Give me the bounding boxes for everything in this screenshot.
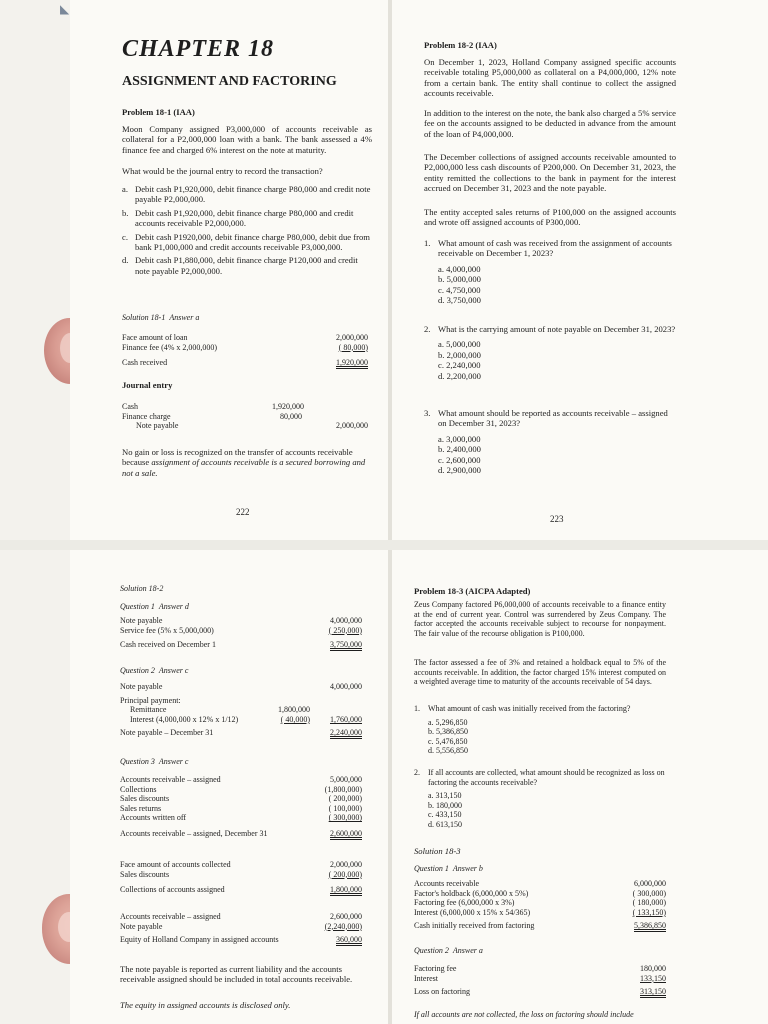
problem-paragraph: The December collections of assigned accounts receivable amounted to P2,000,000 less cash discounts of P200,000. On December 31, 2023, the entity remitted the collections to the bank in payment for the interest accrued on December 31, 2023 and the note payable.	[424, 152, 676, 194]
table-row: Cash received 1,920,000	[122, 358, 368, 368]
list-item: d. 2,200,000	[438, 370, 481, 381]
chapter-title: CHAPTER 18	[122, 36, 275, 62]
equity-table	[120, 912, 362, 945]
section-title: ASSIGNMENT AND FACTORING	[122, 74, 337, 89]
list-item: b. 5,386,850	[428, 727, 468, 737]
table-row: Finance charge 80,000	[122, 411, 302, 421]
spread-divider	[0, 540, 768, 550]
solution-heading: Solution 18-1 Answer a	[122, 313, 200, 322]
list-item: a. 313,150	[428, 791, 462, 801]
list-item: d. 5,556,850	[428, 746, 468, 756]
question-heading: Question 3 Answer c	[120, 757, 189, 766]
list-item: b. 2,400,000	[438, 444, 481, 455]
table-row: Cash initially received from factoring 5,386,850	[414, 921, 666, 931]
table-row: Sales discounts ( 200,000)	[120, 869, 362, 879]
table-row: Accounts receivable 6,000,000	[414, 879, 666, 888]
list-item: c. 4,750,000	[438, 284, 481, 295]
list-item: a. 5,296,850	[428, 717, 468, 727]
problem-paragraph: On December 1, 2023, Holland Company assigned specific accounts receivable totaling P5,000,000 as collateral on a P4,000,000, 12% note from a certain bank. The entity shall continue to collect the assigned accounts receivable.	[424, 57, 676, 99]
choice-list	[424, 434, 676, 476]
list-item: a. 5,000,000	[438, 339, 481, 350]
table-row: Interest (4,000,000 x 12% x 1/12) ( 40,000) 1,760,000	[130, 714, 362, 724]
table-row: Face amount of accounts collected 2,000,000	[120, 860, 362, 869]
table-row: Note payable 2,000,000	[136, 421, 368, 431]
closing-paragraph: The equity in assigned accounts is disclosed only.	[120, 1000, 291, 1010]
choice-a: a. Debit cash P1,920,000, debit finance charge P80,000 and credit note payable P2,000,000.	[122, 184, 371, 205]
table-row: Principal payment:	[120, 695, 181, 705]
gain-loss-note: No gain or loss is recognized on the transfer of accounts receivable because assignment of accounts receivable is a secured borrowing and not a sale.	[122, 447, 366, 478]
table-row: Collections of accounts assigned 1,800,000	[120, 885, 362, 895]
problem-text: Moon Company assigned P3,000,000 of accounts receivable as collateral for a P2,000,000 loan with a bank. The bank assessed a 4% finance fee and charged 6% interest on the note at maturity.	[122, 124, 372, 155]
table-row: Note payable (2,240,000)	[120, 921, 362, 931]
list-item: c. 2,600,000	[438, 454, 481, 465]
journal-table	[122, 402, 368, 431]
problem-title: Problem 18-2 (IAA)	[424, 40, 497, 50]
list-item: d. 3,750,000	[438, 295, 481, 306]
question-2: 2. What is the carrying amount of note payable on December 31, 2023? a. 5,000,000 b. 2,000,000 c. 2,240,000 d. 2,200,000	[424, 324, 676, 381]
choice-d: d. Debit cash P1,880,000, debit finance charge P120,000 and credit note payable P2,000,000.	[122, 255, 358, 276]
choice-list	[424, 339, 676, 381]
question-heading: Question 2 Answer c	[120, 666, 189, 675]
table-row: Collections (1,800,000)	[120, 784, 362, 794]
problem-title: Problem 18-1 (IAA)	[122, 107, 195, 117]
corner-arrow-icon: ◣	[60, 2, 70, 16]
table-row: Cash received on December 1 3,750,000	[120, 640, 362, 650]
question-heading: Question 1 Answer b	[414, 864, 483, 873]
table-row: Loss on factoring 313,150	[414, 987, 666, 997]
list-item: b. 180,000	[428, 800, 462, 810]
problem-paragraph: Zeus Company factored P6,000,000 of accounts receivable to a finance entity at the end of current year. Control was surrendered by Zeus Company. The factor accepted the accounts receivable subject to recourse for nonpayment. The fair value of the recourse obligation is P100,000.	[414, 600, 666, 638]
table-row: Interest (6,000,000 x 15% x 54/365) ( 133,150)	[414, 907, 666, 917]
choice-b: b. Debit cash P1,920,000, debit finance charge P80,000 and credit accounts receivable P2,000,000.	[122, 207, 354, 229]
table-row: Factor's holdback (6,000,000 x 5%) ( 300,000)	[414, 888, 666, 898]
list-item: b. 5,000,000	[438, 274, 481, 285]
question-1: 1. What amount of cash was initially received from the factoring? a. 5,296,850 b. 5,386,850 c. 5,476,850 d. 5,556,850	[414, 704, 666, 756]
table-row: Accounts receivable – assigned 5,000,000	[120, 775, 362, 784]
page-222	[70, 0, 388, 540]
table-row: Finance fee (4% x 2,000,000) ( 80,000)	[122, 342, 368, 352]
table-row: Factoring fee 180,000	[414, 964, 666, 973]
problem-title: Problem 18-3 (AICPA Adapted)	[414, 586, 531, 596]
question-heading: Question 2 Answer a	[414, 946, 483, 955]
table-row: Sales returns ( 100,000)	[120, 803, 362, 813]
question-heading: Question 1 Answer d	[120, 602, 189, 611]
table-row: Note payable – December 31 2,240,000	[120, 728, 362, 738]
closing-paragraph: If all accounts are not collected, the loss on factoring should include	[414, 1010, 634, 1019]
table-row: Equity of Holland Company in assigned accounts 360,000	[120, 935, 362, 945]
table-row: Accounts written off ( 300,000)	[120, 813, 362, 823]
page-225	[392, 550, 768, 1024]
q2-table	[414, 964, 666, 997]
table-row: Service fee (5% x 5,000,000) ( 250,000)	[120, 625, 362, 635]
list-item: a. 4,000,000	[438, 263, 481, 274]
table-row: Interest 133,150	[414, 973, 666, 983]
list-item: c. 433,150	[428, 810, 462, 820]
q1-table	[120, 616, 362, 650]
choice-list	[424, 264, 676, 306]
table-row: Note payable 4,000,000	[120, 616, 362, 625]
table-row: Sales discounts ( 200,000)	[120, 794, 362, 804]
choice-list	[414, 791, 666, 829]
table-row: Cash 1,920,000	[122, 402, 304, 411]
list-item: c. 5,476,850	[428, 736, 468, 746]
journal-heading: Journal entry	[122, 380, 173, 390]
q1-table	[414, 879, 666, 931]
solution-heading: Solution 18-2	[120, 584, 164, 593]
table-row: Accounts receivable – assigned 2,600,000	[120, 912, 362, 921]
table-row: Remittance 1,800,000	[130, 705, 310, 715]
list-item: c. 2,240,000	[438, 360, 481, 371]
collections-table	[120, 860, 362, 895]
choice-list	[122, 184, 372, 276]
problem-paragraph: The factor assessed a fee of 3% and retained a holdback equal to 5% of the accounts receivable. In addition, the factor charged 15% interest computed on a weighted average time to maturity of the accounts receivable of 54 days.	[414, 658, 666, 687]
q3-table	[120, 775, 362, 839]
q2-table	[120, 682, 362, 738]
page-number: 222	[236, 507, 250, 517]
table-row: Accounts receivable – assigned, December 31 2,600,000	[120, 828, 362, 838]
problem-paragraph: In addition to the interest on the note, the bank also charged a 5% service fee on the accounts assigned to be deducted in advance from the amount of the loan of P4,000,000.	[424, 108, 676, 139]
list-item: d. 613,150	[428, 819, 462, 829]
page-223	[392, 0, 768, 540]
problem-question: What would be the journal entry to record the transaction?	[122, 166, 323, 176]
page-224	[70, 550, 388, 1024]
choice-list	[414, 718, 666, 756]
choice-c: c. Debit cash P1920,000, debit finance charge P80,000, debit due from bank P1,000,000 and credit accounts receivable P3,000,000.	[122, 231, 370, 253]
question-2: 2. If all accounts are collected, what amount should be recognized as loss on factoring the accounts receivable? a. 313,150 b. 180,000 c. 433,150 d. 613,150	[414, 768, 665, 829]
table-row: Face amount of loan 2,000,000	[122, 333, 368, 342]
page-number: 223	[550, 514, 564, 524]
solution-heading: Solution 18-3	[414, 846, 461, 856]
list-item: a. 3,000,000	[438, 433, 481, 444]
list-item: d. 2,900,000	[438, 465, 481, 476]
table-row: Factoring fee (6,000,000 x 3%) ( 180,000)	[414, 898, 666, 908]
table-row: Note payable 4,000,000	[120, 682, 362, 691]
problem-paragraph: The entity accepted sales returns of P100,000 on the assigned accounts and wrote off assigned accounts of P300,000.	[424, 207, 676, 228]
calc-table	[122, 333, 368, 368]
question-3: 3. What amount should be reported as accounts receivable – assigned on December 31, 2023? a. 3,000,000 b. 2,400,000 c. 2,600,000 d. 2,900,000	[424, 408, 676, 475]
list-item: b. 2,000,000	[438, 349, 481, 360]
question-1: 1. What amount of cash was received from the assignment of accounts receivable on December 1, 2023? a. 4,000,000 b. 5,000,000 c. 4,750,000 d. 3,750,000	[424, 238, 676, 305]
closing-paragraph: The note payable is reported as current liability and the accounts receivable assigned should be included in total accounts receivable.	[120, 964, 353, 985]
scan-margin	[0, 0, 70, 1024]
